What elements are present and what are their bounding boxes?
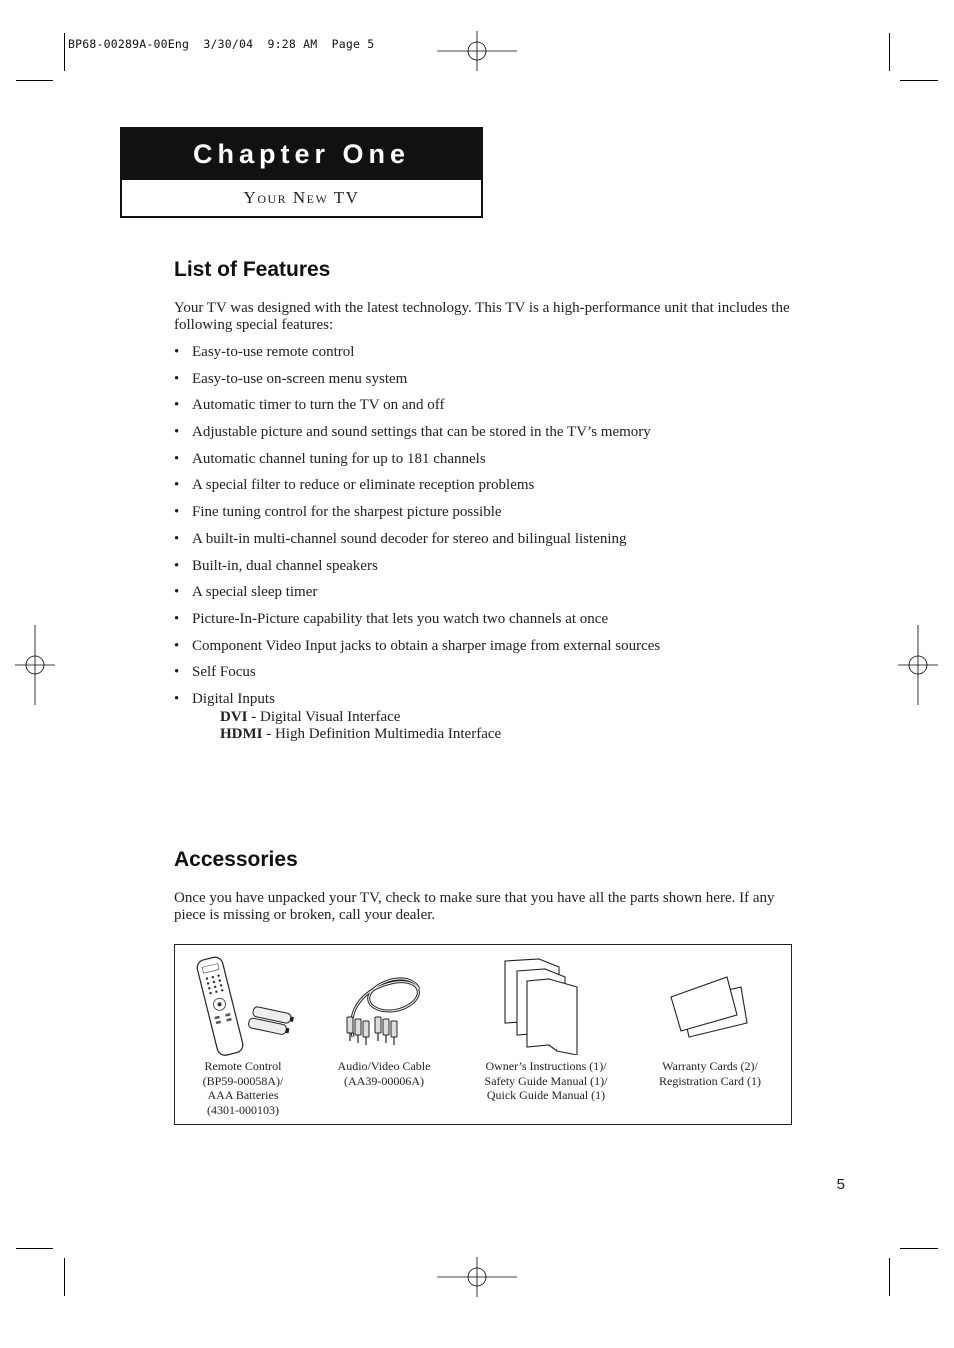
crop-mark <box>16 1248 53 1249</box>
bullet-icon: • <box>174 637 180 654</box>
bullet-icon: • <box>174 397 180 414</box>
feature-text: Self Focus <box>192 664 256 681</box>
crop-mark <box>16 80 53 81</box>
bullet-icon: • <box>174 530 180 547</box>
accessory-caption: Audio/Video Cable (AA39-00006A) <box>337 1059 431 1088</box>
page-number: 5 <box>836 1176 845 1193</box>
dvi-line <box>220 709 400 726</box>
features-intro: Your TV was designed with the latest technology. This TV is a high-performance unit that includes the following special features: <box>174 300 790 333</box>
feature-text: Easy-to-use on-screen menu system <box>192 370 408 387</box>
manuals-icon <box>497 957 583 1055</box>
list-item <box>174 422 774 449</box>
feature-text: Adjustable picture and sound settings that can be stored in the TV’s memory <box>192 424 651 441</box>
feature-text: Digital Inputs <box>192 690 275 707</box>
registration-mark-icon <box>437 1257 517 1297</box>
list-item <box>174 582 774 609</box>
feature-text: A special sleep timer <box>192 584 318 601</box>
crop-mark <box>64 33 65 71</box>
bullet-icon: • <box>174 557 180 574</box>
list-item <box>174 556 774 583</box>
hdmi-full: High Definition Multimedia Interface <box>275 726 502 742</box>
feature-text: Picture-In-Picture capability that lets you watch two channels at once <box>192 610 609 627</box>
list-item <box>174 475 774 502</box>
feature-list <box>174 342 774 716</box>
feature-text: Easy-to-use remote control <box>192 344 355 360</box>
registration-mark-icon <box>15 625 55 705</box>
chapter-title: Chapter One <box>122 129 481 179</box>
accessories-intro: Once you have unpacked your TV, check to make sure that you have all the parts shown here. If any piece is missing or broken, call your dealer. <box>174 890 775 923</box>
list-item <box>174 502 774 529</box>
bullet-icon: • <box>174 690 180 707</box>
list-item <box>174 395 774 422</box>
bullet-icon: • <box>174 584 180 601</box>
bullet-icon: • <box>174 610 180 627</box>
hdmi-sep: - <box>262 726 275 742</box>
list-item <box>174 636 774 663</box>
feature-text: Component Video Input jacks to obtain a sharper image from external sources <box>192 637 661 654</box>
feature-text: A special filter to reduce or eliminate reception problems <box>192 477 535 494</box>
printer-slug: BP68-00289A-00Eng 3/30/04 9:28 AM Page 5 <box>68 37 375 51</box>
av-cable-icon <box>341 967 427 1047</box>
list-item <box>174 662 774 689</box>
dvi-sep: - <box>247 709 261 725</box>
bullet-icon: • <box>174 504 180 521</box>
features-heading: List of Features <box>174 258 331 281</box>
accessory-caption: Remote Control (BP59-00058A)/ AAA Batteries (4301-000103) <box>202 1059 284 1117</box>
list-item <box>174 369 774 396</box>
hdmi-line <box>220 726 501 743</box>
registration-mark-icon <box>898 625 938 705</box>
chapter-heading <box>120 127 483 218</box>
feature-text: Automatic timer to turn the TV on and off <box>192 397 445 414</box>
list-item <box>174 449 774 476</box>
crop-mark <box>900 1248 938 1249</box>
crop-mark <box>64 1258 65 1296</box>
hdmi-abbr: HDMI <box>220 726 263 742</box>
feature-text: Automatic channel tuning for up to 181 channels <box>192 450 486 467</box>
crop-mark <box>889 33 890 71</box>
registration-mark-icon <box>437 31 517 71</box>
bullet-icon: • <box>174 477 180 494</box>
accessories-panel <box>174 944 792 1125</box>
warranty-cards-icon <box>667 973 753 1041</box>
chapter-subtitle: Your New TV <box>122 179 481 217</box>
feature-text: Fine tuning control for the sharpest picture possible <box>192 504 502 521</box>
list-item <box>174 529 774 556</box>
list-item <box>174 342 774 369</box>
bullet-icon: • <box>174 344 180 360</box>
bullet-icon: • <box>174 370 180 387</box>
feature-text: A built-in multi-channel sound decoder for stereo and bilingual listening <box>192 530 627 547</box>
accessory-caption: Owner’s Instructions (1)/ Safety Guide Manual (1)/ Quick Guide Manual (1) <box>484 1059 608 1102</box>
dvi-full: Digital Visual Interface <box>260 709 401 725</box>
accessories-heading: Accessories <box>174 848 298 871</box>
feature-text: Built-in, dual channel speakers <box>192 557 378 574</box>
bullet-icon: • <box>174 450 180 467</box>
remote-control-icon <box>191 954 299 1058</box>
bullet-icon: • <box>174 424 180 441</box>
accessory-caption: Warranty Cards (2)/ Registration Card (1) <box>659 1059 761 1088</box>
crop-mark <box>889 1258 890 1296</box>
dvi-abbr: DVI <box>220 709 248 725</box>
crop-mark <box>900 80 938 81</box>
bullet-icon: • <box>174 664 180 681</box>
list-item <box>174 609 774 636</box>
